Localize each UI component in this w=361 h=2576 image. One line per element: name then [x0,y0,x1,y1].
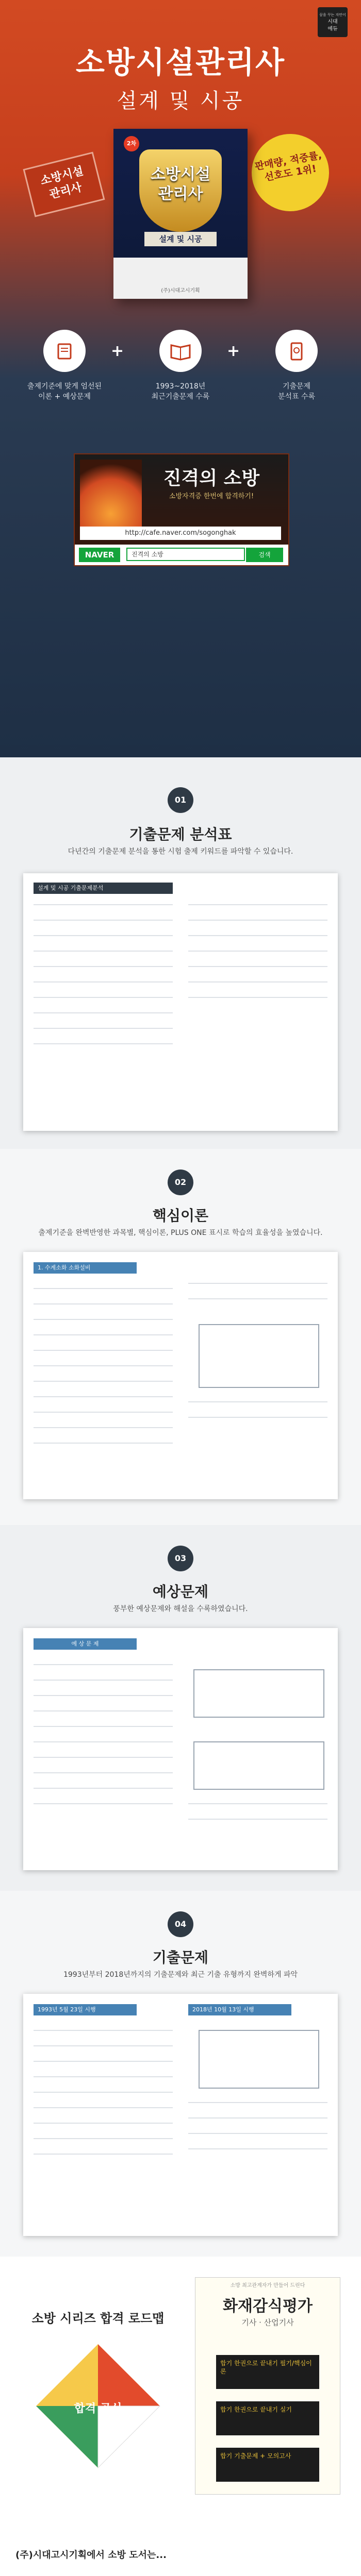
divider [34,1443,173,1444]
book-publisher: (주)시대고시기획 [161,288,200,294]
feature-theory-label: 출제기준에 맞게 엄선된 이론 + 예상문제 [27,382,102,401]
sheet-header: 설계 및 시공 기출문제분석 [34,883,173,894]
table-figure [193,1741,324,1790]
table-figure [193,1669,324,1718]
book-cover-bottom [113,258,248,299]
divider [34,1664,173,1665]
cafe-slogan: 소방자격증 한번에 합격하기! [169,493,254,500]
divider [34,1028,173,1029]
featured-book-title: 화재감식평가 [223,2297,313,2315]
open-book-svg-icon [169,341,192,362]
divider [34,1726,173,1727]
divider [34,951,173,952]
section-number: 04 [168,1911,193,1937]
divider [34,1710,173,1711]
section-title: 예상문제 [152,1583,209,1600]
divider [188,1283,327,1284]
divider [188,1803,327,1804]
feature-analysis [258,330,335,402]
divider [34,2092,173,2093]
book-edition-badge: 2차 [124,136,139,151]
promo-title: (주)시대고시기획에서 소방 도서는... [15,2550,167,2561]
naver-logo: NAVER [79,548,120,562]
divider [34,2076,173,2077]
divider [34,2138,173,2139]
divider [34,2123,173,2124]
feature-theory [26,330,103,402]
divider [34,966,173,967]
divider [188,2133,327,2134]
diagram-figure [199,2030,319,2089]
book-cover [113,129,248,299]
section-number: 02 [168,1170,193,1195]
divider [34,1381,173,1382]
roadmap-title: 소방 시리즈 합격 로드맵 [31,2311,165,2326]
naver-search-input[interactable]: 진격의 소방 [126,548,245,561]
plus-icon: + [227,342,240,360]
featured-book-card [195,2277,340,2495]
book-cover-top [113,129,248,258]
feature-past-exams [142,330,219,402]
divider [34,1012,173,1013]
sample-page-spread [23,1628,338,1870]
divider [188,2102,327,2103]
divider [188,1298,327,1299]
divider [188,920,327,921]
section-number: 01 [168,787,193,813]
sidaeedu-logo [318,7,348,37]
divider [34,1803,173,1804]
cafe-url-link[interactable]: http://cafe.naver.com/sogonghak [80,527,281,540]
divider [34,935,173,936]
hero-badge [245,128,335,217]
book-icon [43,330,86,372]
divider [34,920,173,921]
feature-row [0,330,361,422]
brand-name-2: 에듀 [327,26,338,32]
divider [34,2107,173,2108]
divider [34,1757,173,1758]
hero-stamp [23,151,105,217]
sample-page-spread [23,1252,338,1499]
section-past-exams [0,1891,361,2257]
divider [188,1819,327,1820]
section-past-exam-analysis [0,757,361,1149]
feature-analysis-label: 기출문제 분석표 수록 [277,382,316,401]
featured-book-note: 소방 최고관계자가 만들어 드린다 [230,2283,305,2289]
document-icon [275,330,318,372]
divider [34,1350,173,1351]
hero-subtitle: 설계 및 시공 [117,89,244,113]
divider [34,1427,173,1428]
roadmap-center-label: 합격 공식 [74,2402,122,2415]
section-desc: 풍부한 예상문제와 해설을 수록하였습니다. [113,1605,248,1613]
section-number: 03 [168,1546,193,1571]
divider [34,2045,173,2046]
fire-icon [80,460,142,537]
naver-search-bar [75,545,288,565]
divider [34,981,173,982]
divider [188,966,327,967]
section-desc: 다년간의 기출문제 분석을 통한 시험 출제 키워드를 파악할 수 있습니다. [68,848,293,856]
roadmap-step-1: 합기 한권으로 끝내기 필기/핵심이론 [216,2355,319,2389]
section-title: 핵심이론 [152,1207,209,1224]
roadmap-step-2: 합기 한권으로 끝내기 실기 [216,2401,319,2435]
divider [34,1741,173,1742]
plus-icon: + [111,342,124,360]
naver-cafe-banner[interactable] [74,453,289,566]
divider [34,1334,173,1335]
divider [34,997,173,998]
divider [34,1788,173,1789]
divider [34,2154,173,2155]
divider [34,904,173,905]
book-ribbon: 설계 및 시공 [144,232,217,246]
promo-strip [15,2548,346,2576]
divider [188,935,327,936]
divider [188,951,327,952]
sample-page-spread [23,873,338,1131]
featured-book-subtitle: 기사 · 산업기사 [241,2318,294,2327]
theory-book-icon [54,341,75,362]
naver-search-button[interactable]: 검색 [246,548,283,562]
sheet-header: 예 상 문 제 [34,1638,137,1650]
divider [188,1417,327,1418]
divider [34,1680,173,1681]
divider [34,1288,173,1289]
divider [34,1043,173,1044]
divider [34,1303,173,1304]
brand-tagline: 꿈을 꾸는 자만이 [319,13,346,17]
hero-title: 소방시설관리사 [75,45,286,80]
section-title: 기출문제 분석표 [129,826,232,843]
divider [34,1319,173,1320]
section-desc: 출제기준을 완벽반영한 과목별, 핵심이론, PLUS ONE 표시로 학습의 효율성을 높였습니다. [38,1229,323,1237]
divider [34,1772,173,1773]
divider [188,1401,327,1402]
section-expected-questions [0,1525,361,1891]
sheet-header-left: 1993년 5월 23일 시행 [34,2004,137,2015]
brand-name-1: 시대 [327,19,338,25]
diagram-figure [199,1324,319,1388]
divider [34,1365,173,1366]
section-core-theory [0,1149,361,1525]
hero-badge-text: 판매량, 적중률, 선호도 1위! [254,149,323,183]
hero-section [0,0,361,757]
section-desc: 1993년부터 2018년까지의 기출문제와 최근 기출 유형까지 완벽하게 파악 [63,1971,298,1979]
feature-past-exams-label: 1993~2018년 최근기출문제 수록 [151,382,210,401]
open-book-icon [159,330,202,372]
divider [188,981,327,982]
hero-stamp-text: 소방시설 관리사 [39,164,85,201]
roadmap-diagram [31,2339,165,2473]
series-promotion [0,2257,361,2576]
divider [188,904,327,905]
section-title: 기출문제 [152,1949,209,1966]
sheet-header: 1. 수계소화 소화설비 [34,1262,137,1274]
divider [188,997,327,998]
divider [34,2061,173,2062]
divider [34,1695,173,1696]
sample-page-spread [23,1994,338,2236]
cafe-title: 진격의 소방 [163,468,260,489]
divider [34,2030,173,2031]
divider [34,1412,173,1413]
divider [188,2148,327,2149]
book-title: 소방시설 관리사 [151,165,210,203]
analysis-doc-icon [286,341,307,362]
sheet-header-right: 2018년 10월 13일 시행 [188,2004,291,2015]
divider [34,1396,173,1397]
divider [188,2117,327,2119]
roadmap-step-3: 합기 기출문제 + 모의고사 [216,2448,319,2482]
